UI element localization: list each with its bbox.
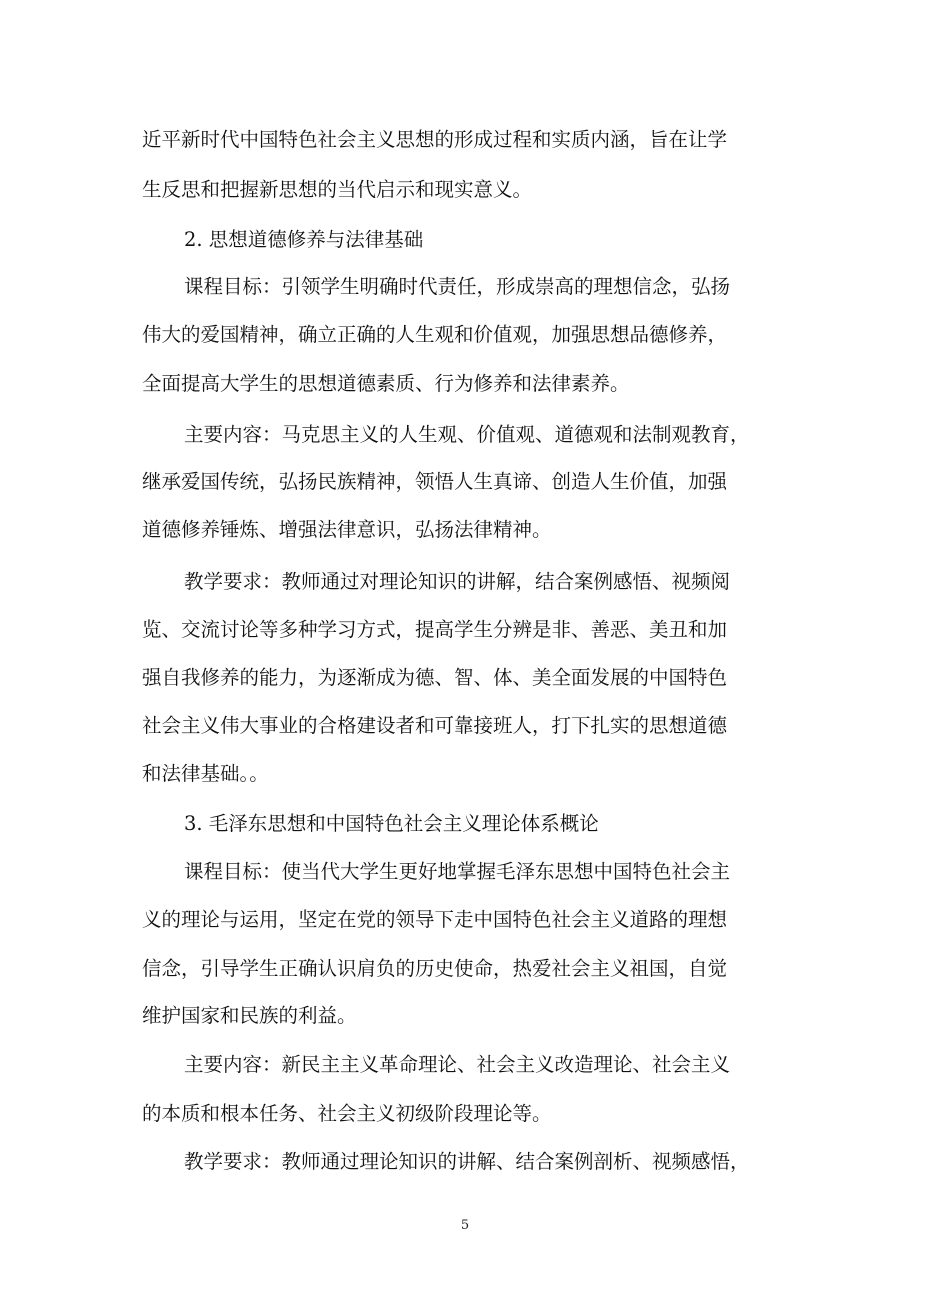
text-line-content: 教学要求：教师通过对理论知识的讲解，结合案例感悟、视频阅 [184, 570, 731, 593]
text-line-content: 课程目标：引领学生明确时代责任，形成崇高的理想信念，弘扬 [184, 275, 731, 298]
text-line-content: 和法律基础。。 [142, 762, 269, 785]
text-line-content: 主要内容：新民主主义革命理论、社会主义改造理论、社会主义 [184, 1053, 731, 1076]
text-line-content: 信念，引导学生正确认识肩负的历史使命，热爱社会主义祖国，自觉 [142, 957, 728, 980]
text-line-content: 课程目标：使当代大学生更好地掌握毛泽东思想中国特色社会主 [184, 860, 731, 883]
text-line-content: 览、交流讨论等多种学习方式，提高学生分辨是非、善恶、美丑和加 [142, 618, 728, 641]
text-line-content: 主要内容：马克思主义的人生观、价值观、道德观和法制观教育， [184, 423, 750, 446]
text-line-content: 近平新时代中国特色社会主义思想的形成过程和实质内涵，旨在让学 [142, 128, 728, 151]
text-line-content: 伟大的爱国精神，确立正确的人生观和价值观，加强思想品德修养， [142, 323, 728, 346]
text-line-content: 强自我修养的能力，为逐渐成为德、智、体、美全面发展的中国特色 [142, 666, 728, 689]
section-heading-text: 2. 思想道德修养与法律基础 [184, 228, 424, 251]
text-line-content: 继承爱国传统，弘扬民族精神，领悟人生真谛、创造人生价值，加强 [142, 470, 728, 493]
page-number: 5 [460, 1218, 470, 1233]
section-heading-text: 3. 毛泽东思想和中国特色社会主义理论体系概论 [184, 812, 599, 835]
text-line-content: 义的理论与运用，坚定在党的领导下走中国特色社会主义道路的理想 [142, 908, 728, 931]
text-line-content: 社会主义伟大事业的合格建设者和可靠接班人，打下扎实的思想道德 [142, 714, 728, 737]
text-line-content: 生反思和把握新思想的当代启示和现实意义。 [142, 178, 533, 201]
text-line-content: 全面提高大学生的思想道德素质、行为修养和法律素养。 [142, 372, 630, 395]
text-line-content: 教学要求：教师通过理论知识的讲解、结合案例剖析、视频感悟， [184, 1150, 750, 1173]
text-line-content: 道德修养锤炼、增强法律意识，弘扬法律精神。 [142, 518, 552, 541]
text-line-content: 维护国家和民族的利益。 [142, 1004, 357, 1027]
text-line-content: 的本质和根本任务、社会主义初级阶段理论等。 [142, 1102, 552, 1125]
